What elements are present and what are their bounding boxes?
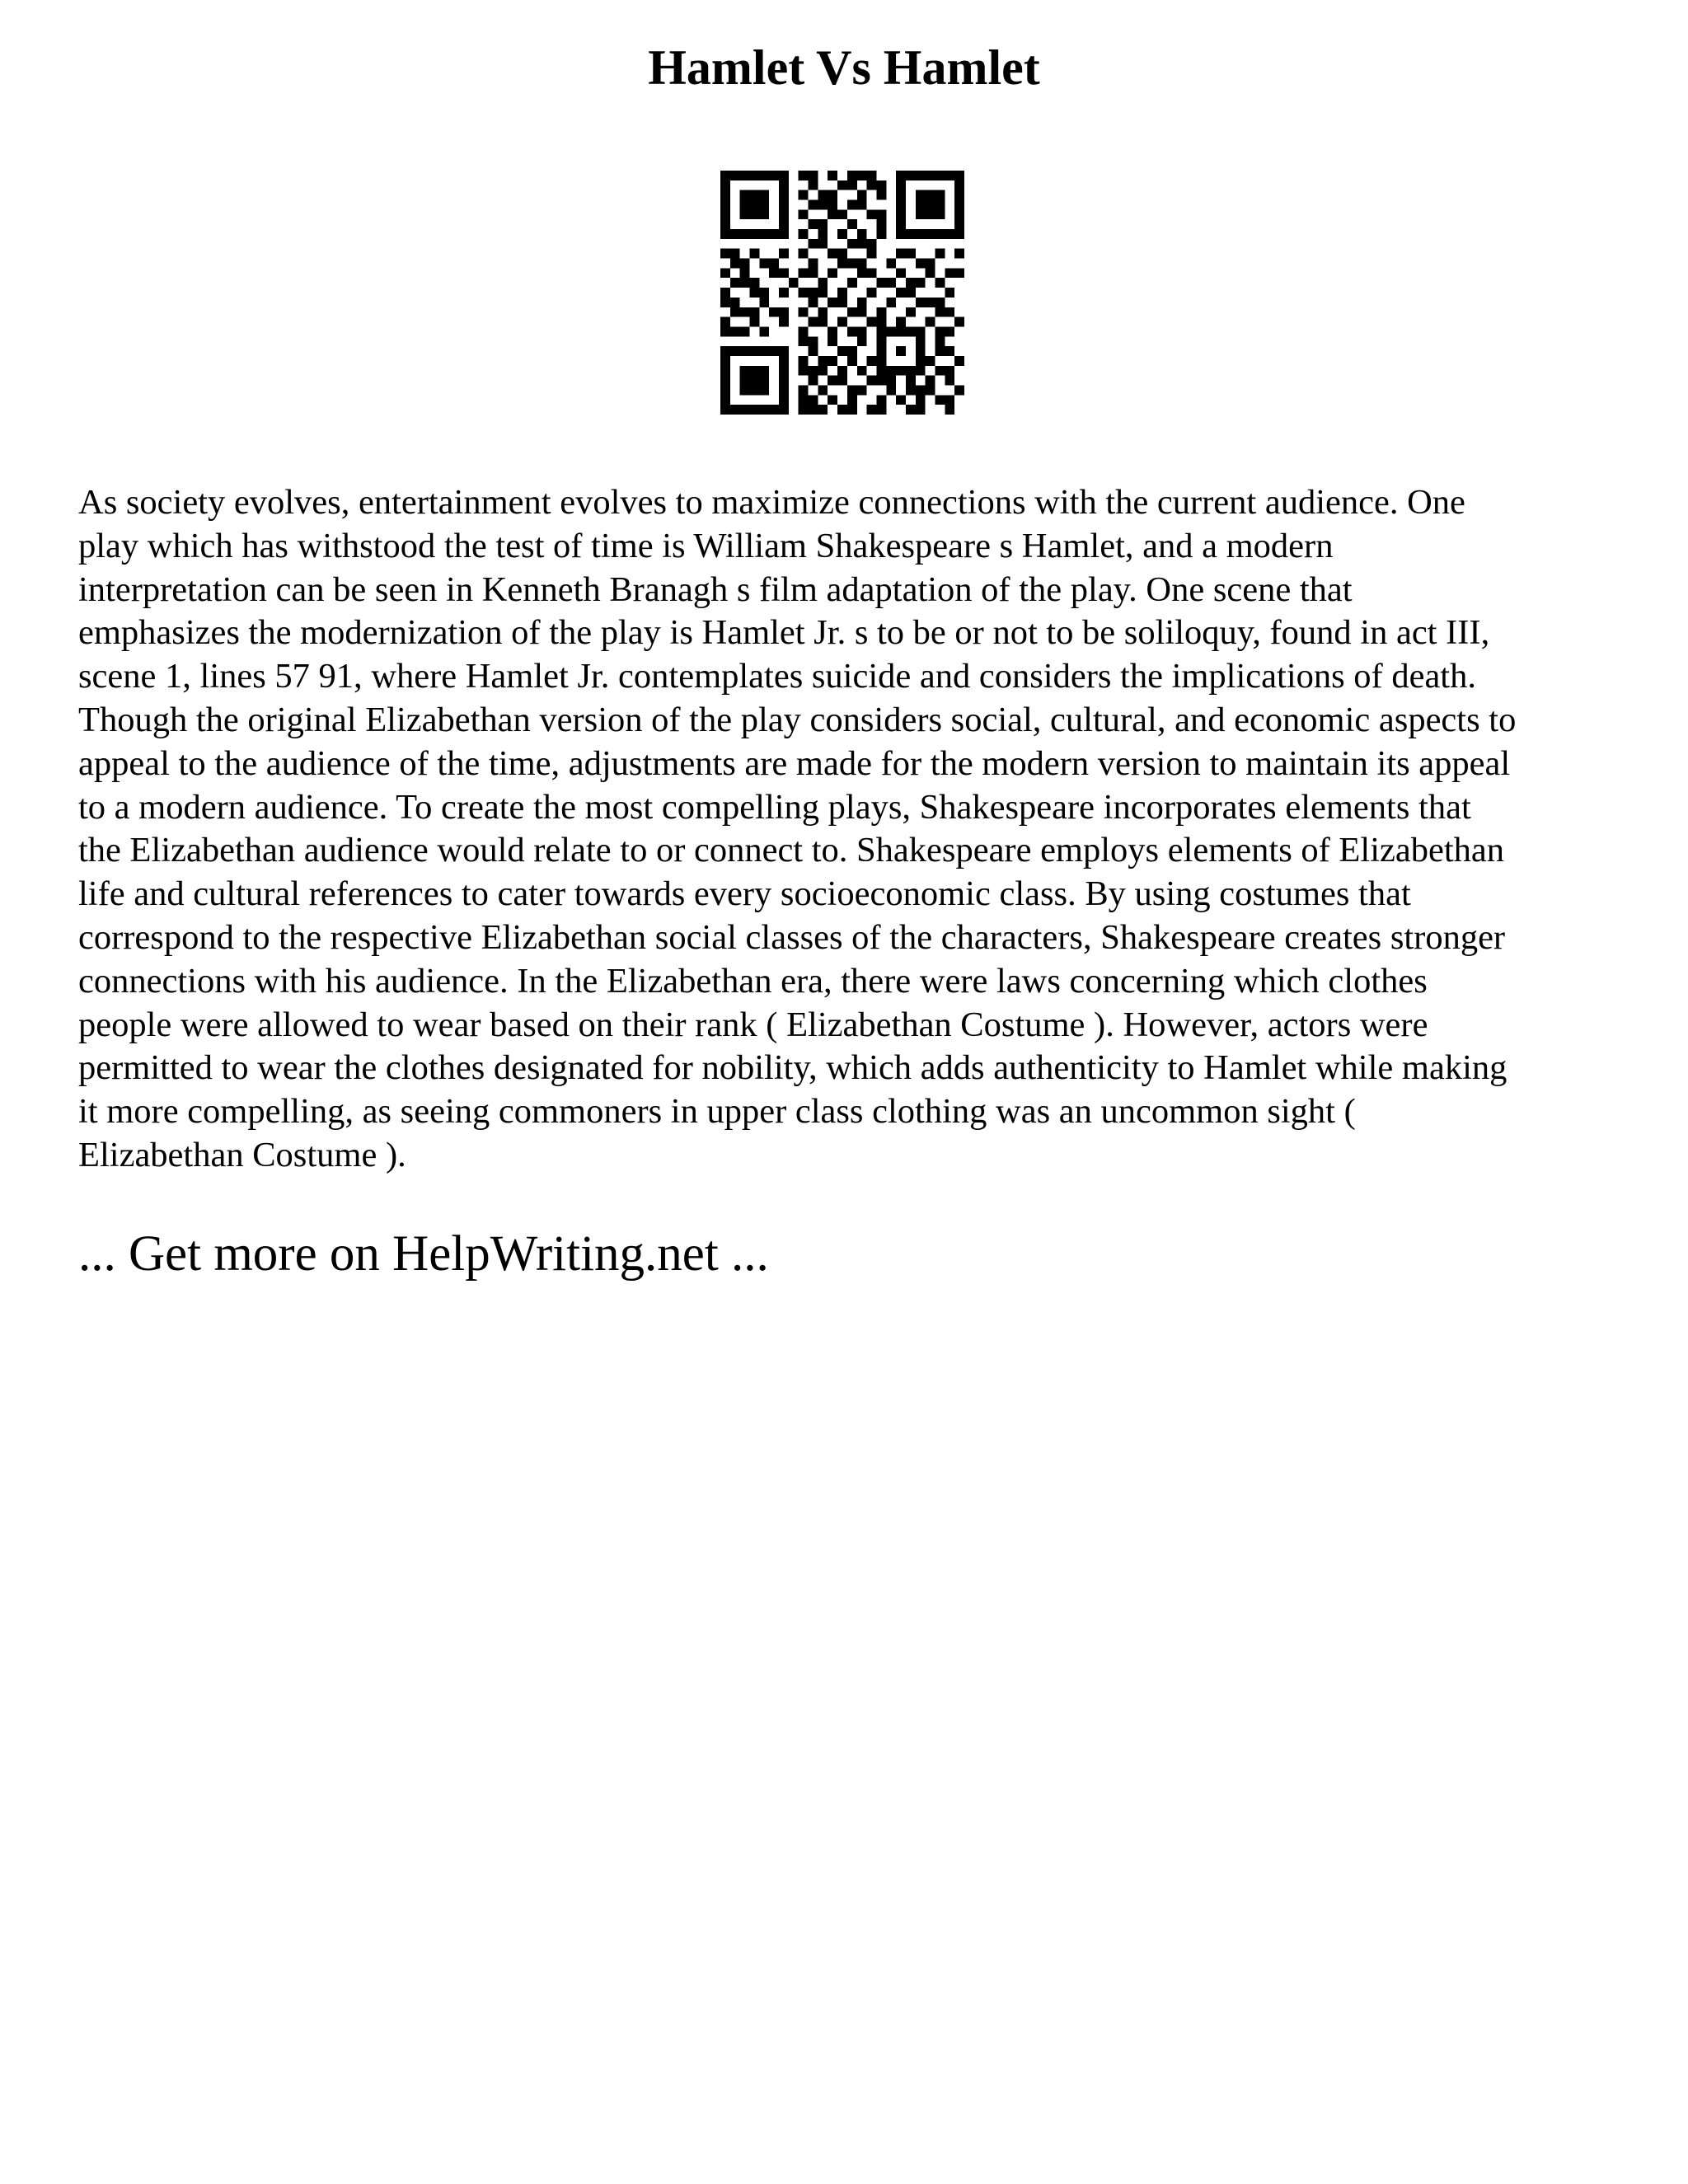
essay-body: As society evolves, entertainment evolves to maximize connections with the current audience. One play which has withstood the test of time is William Shakespeare s Hamlet, and a modern interpretation can be seen in Kenneth Branagh s film adaptation of the play. One scene that emphasizes the modernization of the play is Hamlet Jr. s to be or not to be soliloquy, found in act III, scene 1, lines 57 91, where Hamlet Jr. contemplates suicide and considers the implications of death. Though the original Elizabethan version of the play considers social, cultural, and economic aspects to appeal to the audience of the time, adjustments are made for the modern version to maintain its appeal to a modern audience. To create the most compelling plays, Shakespeare incorporates elements that the Elizabethan audience would relate to or connect to. Shakespeare employs elements of Elizabethan life and cultural references to cater towards every socioeconomic class. By using costumes that correspond to the respective Elizabethan social classes of the characters, Shakespeare creates stronger connections with his audience. In the Elizabethan era, there were laws concerning which clothes people were allowed to wear based on their rank ( Elizabethan Costume ). However, actors were permitted to wear the clothes designated for nobility, which adds authenticity to Hamlet while making it more compelling, as seeing commoners in upper class clothing was an uncommon sight ( Elizabethan Costume ). (78, 483, 1517, 1174)
page-title: Hamlet Vs Hamlet (648, 40, 1040, 95)
get-more-link[interactable]: ... Get more on HelpWriting.net ... (78, 1226, 769, 1282)
qr-code-icon[interactable] (720, 171, 964, 415)
